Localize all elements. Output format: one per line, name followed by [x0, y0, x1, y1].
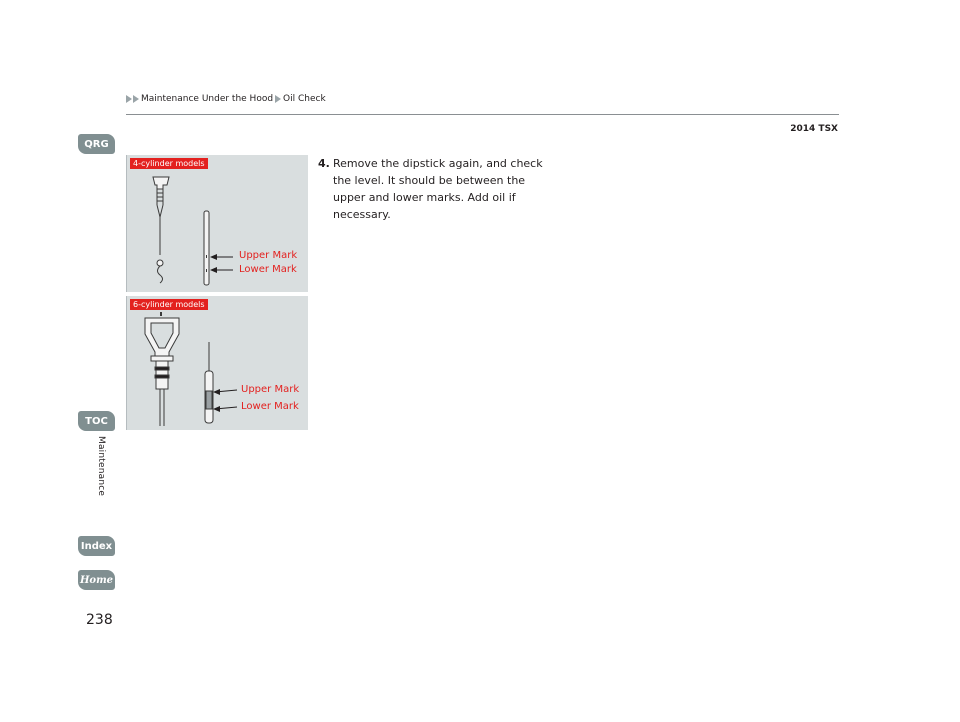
breadcrumb-arrow-icon: [126, 95, 132, 103]
index-button[interactable]: Index: [78, 536, 115, 556]
breadcrumb-arrow-icon: [133, 95, 139, 103]
header-divider: [126, 114, 839, 115]
qrg-button[interactable]: QRG: [78, 134, 115, 154]
figure-6-cylinder: [126, 296, 308, 430]
figure-tag: 6-cylinder models: [130, 299, 208, 310]
figure-tag: 4-cylinder models: [130, 158, 208, 169]
breadcrumb-item-maintenance-under-hood[interactable]: Maintenance Under the Hood: [141, 94, 274, 104]
step-text: Remove the dipstick again, and check the level. It should be between the upper and lower marks. Add oil if necessary.: [333, 157, 543, 221]
model-label: 2014 TSX: [790, 124, 838, 134]
breadcrumb-item-oil-check[interactable]: Oil Check: [283, 94, 326, 104]
instruction-step: [318, 155, 558, 223]
section-label: Maintenance: [96, 436, 106, 497]
toc-button[interactable]: TOC: [78, 411, 115, 431]
lower-mark-label: Lower Mark: [241, 401, 299, 412]
lower-mark-label: Lower Mark: [239, 264, 297, 275]
home-button[interactable]: Home: [78, 570, 115, 590]
page-number: 238: [86, 612, 113, 628]
upper-mark-label: Upper Mark: [239, 250, 298, 261]
upper-mark-label: Upper Mark: [241, 384, 300, 395]
figure-4-cylinder: [126, 155, 308, 292]
breadcrumb: [126, 94, 328, 104]
step-number: 4.: [318, 157, 330, 170]
breadcrumb-arrow-icon: [275, 95, 281, 103]
